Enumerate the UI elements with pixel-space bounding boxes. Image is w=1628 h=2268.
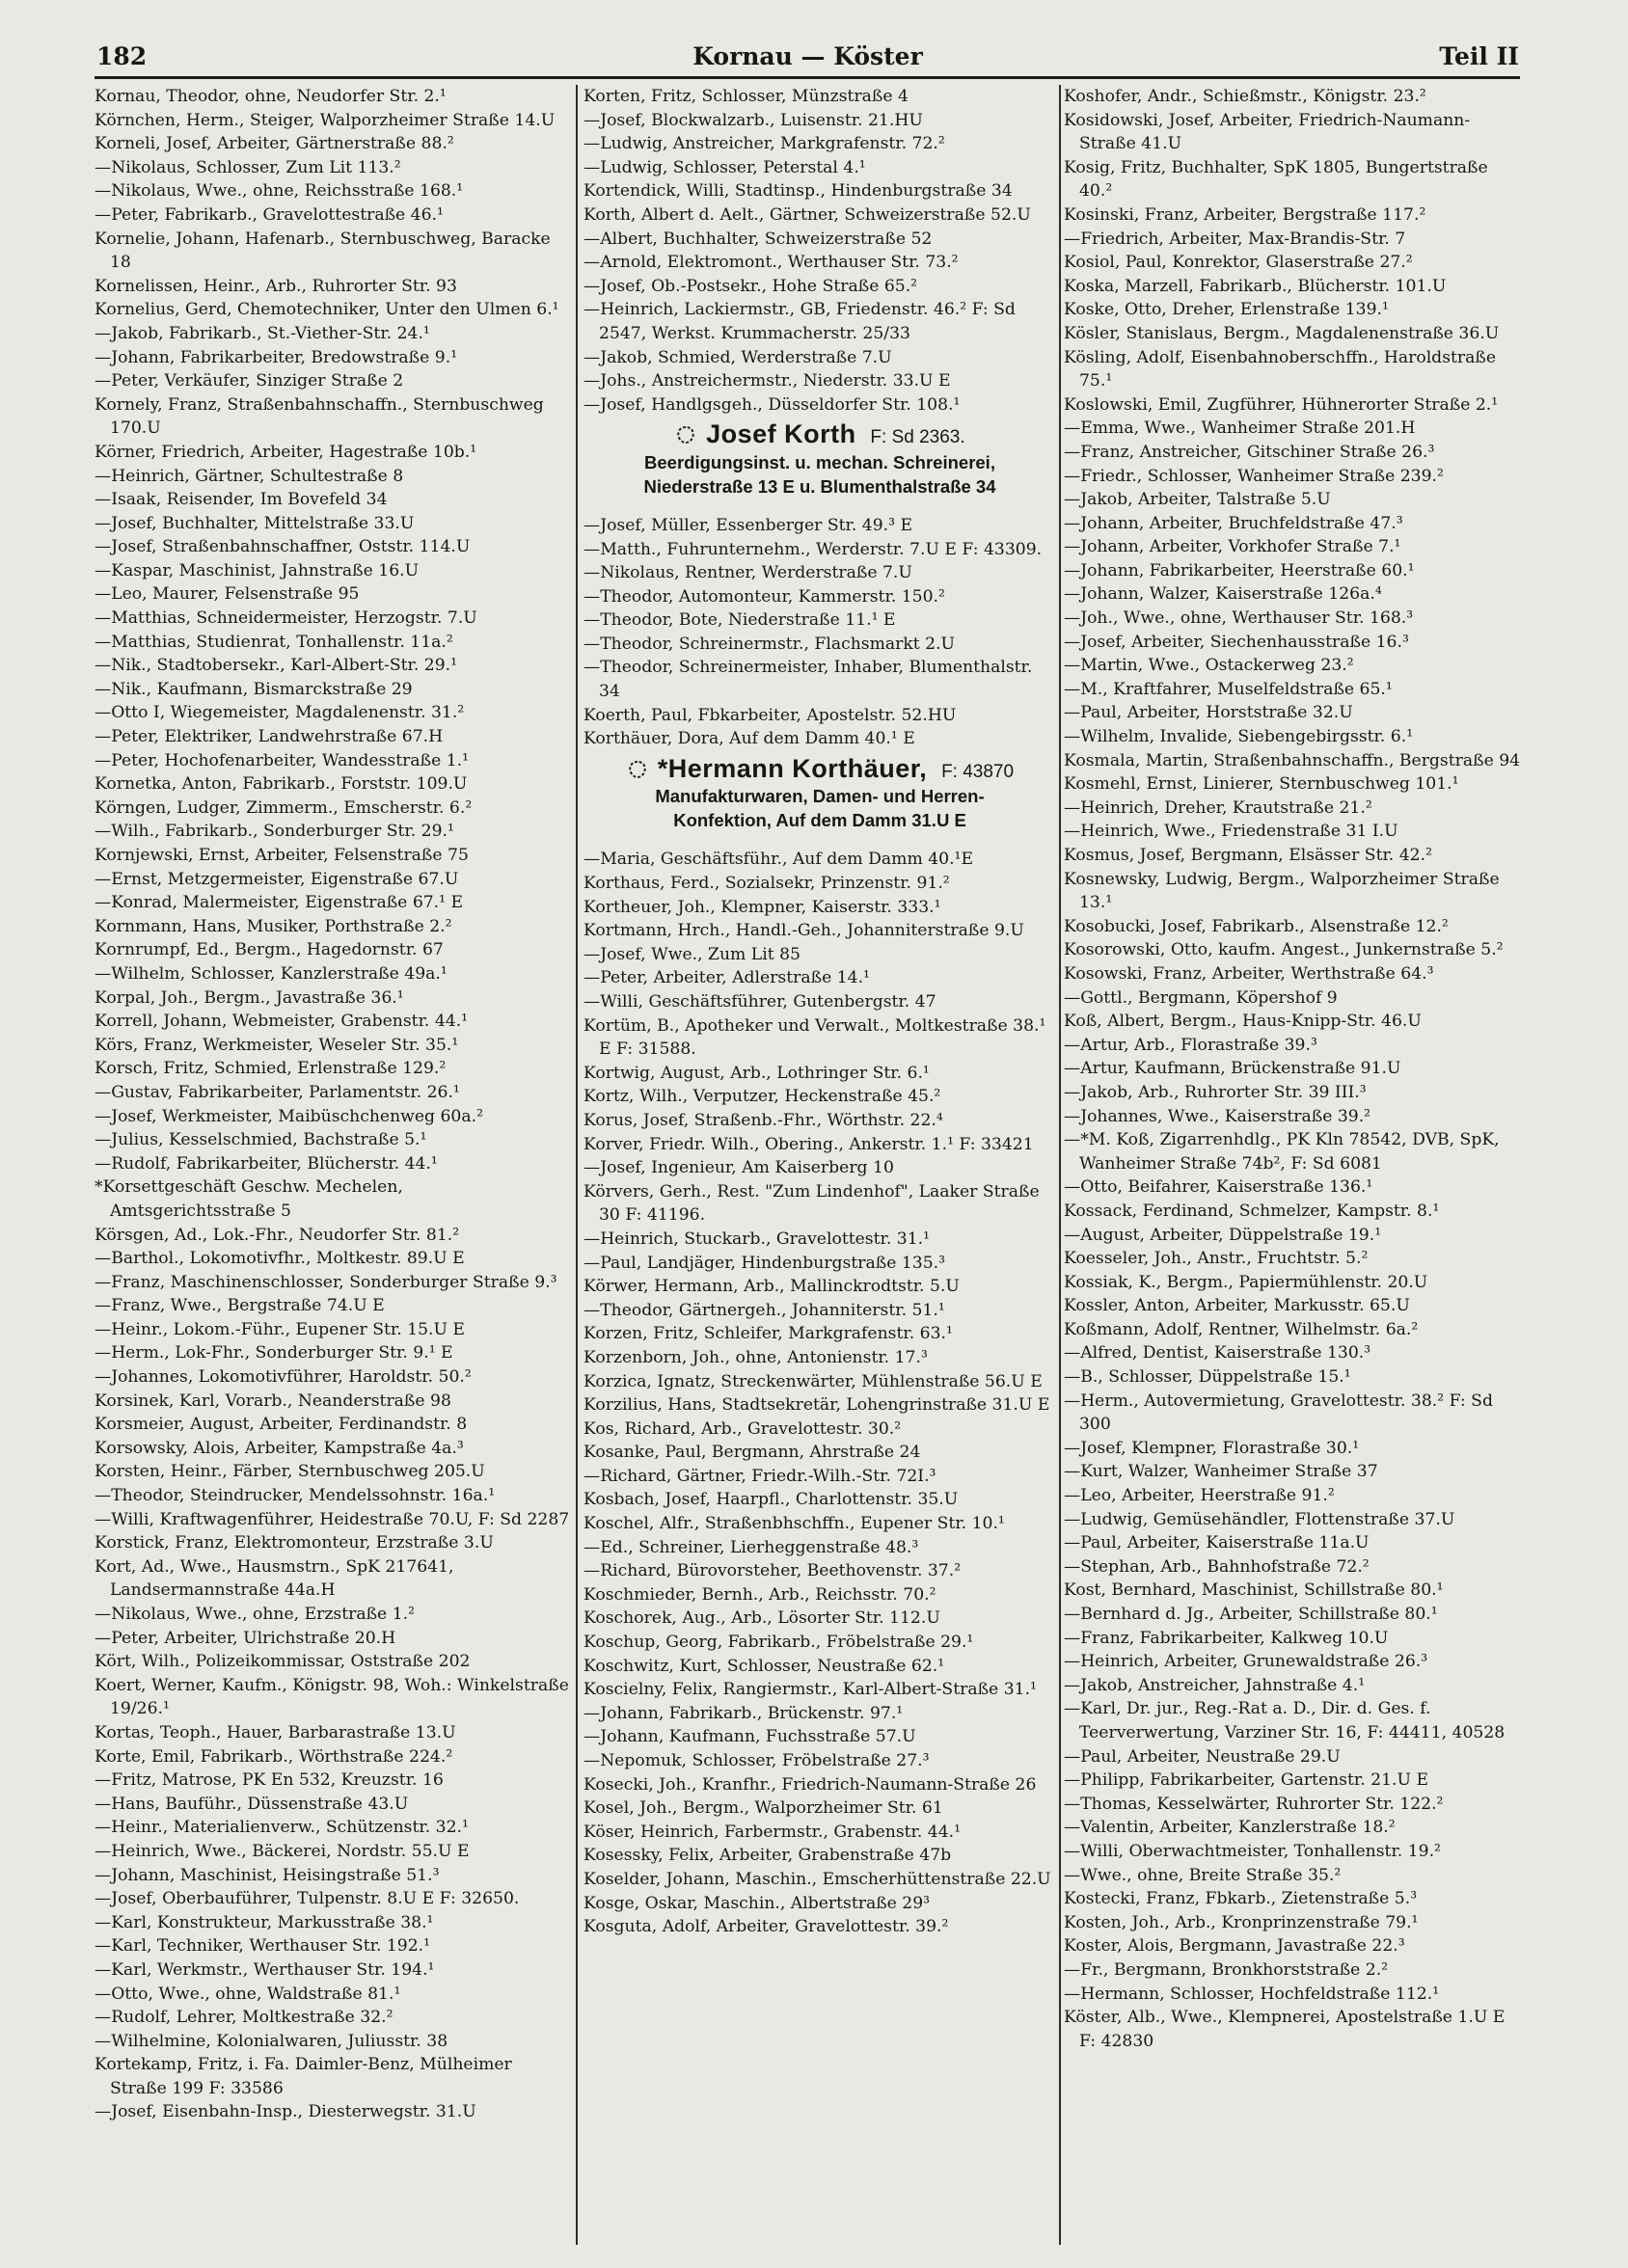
directory-entry: —Wilhelm, Schlosser, Kanzlerstraße 49a.¹ xyxy=(95,963,448,984)
directory-entry: —Karl, Konstrukteur, Markusstraße 38.¹ xyxy=(95,1912,434,1932)
directory-entry: Kortwig, August, Arb., Lothringer Str. 6.¹ xyxy=(583,1063,930,1083)
directory-entry: Kosten, Joh., Arb., Kronprinzenstraße 79.¹ xyxy=(1064,1912,1419,1932)
directory-entry: Kosiol, Paul, Konrektor, Glaserstraße 27.² xyxy=(1064,253,1413,273)
directory-entry: —Arnold, Elektromont., Werthauser Str. 73.² xyxy=(583,253,959,273)
directory-entry: Köster, Alb., Wwe., Klempnerei, Apostelstraße 1.U E F: 42830 xyxy=(1064,2008,1506,2051)
directory-entry: —Matth., Fuhrunternehm., Werderstr. 7.U E F: 43309. xyxy=(583,539,1043,559)
directory-entry: —Otto, Wwe., ohne, Waldstraße 81.¹ xyxy=(95,1984,401,2004)
directory-entry: —Heinrich, Wwe., Bäckerei, Nordstr. 55.U E xyxy=(95,1841,470,1861)
directory-entry: Körsgen, Ad., Lok.-Fhr., Neudorfer Str. 81.² xyxy=(95,1225,460,1245)
directory-entry: —Theodor, Schreinermeister, Inhaber, Blumenthalstr. 34 xyxy=(583,658,1033,702)
directory-entry: —Josef, Klempner, Florastraße 30.¹ xyxy=(1064,1438,1360,1458)
wreath-icon xyxy=(674,424,697,446)
directory-entry: Körnchen, Herm., Steiger, Walporzheimer Straße 14.U xyxy=(95,110,556,130)
directory-entry: —Josef, Straßenbahnschaffner, Oststr. 114.U xyxy=(95,537,471,557)
directory-entry: Korzen, Fritz, Schleifer, Markgrafenstr. 63.¹ xyxy=(583,1324,953,1344)
directory-entry: Korsowsky, Alois, Arbeiter, Kampstraße 4a.³ xyxy=(95,1438,464,1458)
directory-entry: —Josef, Ob.-Postsekr., Hohe Straße 65.² xyxy=(583,276,918,296)
directory-entry: Kosge, Oskar, Maschin., Albertstraße 29³ xyxy=(583,1893,931,1913)
directory-entry: —Richard, Gärtner, Friedr.-Wilh.-Str. 72I.³ xyxy=(583,1466,936,1486)
directory-entry: —Isaak, Reisender, Im Bovefeld 34 xyxy=(95,490,388,510)
wreath-icon xyxy=(626,759,649,780)
directory-entry: —Josef, Werkmeister, Maibüschchenweg 60a.² xyxy=(95,1106,483,1126)
directory-entry: Kos, Richard, Arb., Gravelottestr. 30.² xyxy=(583,1418,902,1439)
directory-entry: —Jakob, Fabrikarb., St.-Viether-Str. 24.¹ xyxy=(95,323,430,343)
directory-entry: —Nikolaus, Wwe., ohne, Erzstraße 1.² xyxy=(95,1605,415,1624)
directory-entry: —Peter, Fabrikarb., Gravelottestraße 46.¹ xyxy=(95,204,444,225)
directory-entry: —Herm., Lok-Fhr., Sonderburger Str. 9.¹ E xyxy=(95,1343,453,1364)
directory-entry: Korneli, Josef, Arbeiter, Gärtnerstraße 88.² xyxy=(95,134,454,154)
directory-entry: —Friedrich, Arbeiter, Max-Brandis-Str. 7 xyxy=(1064,229,1406,249)
directory-entry: Koslowski, Emil, Zugführer, Hühnerorter Straße 2.¹ xyxy=(1064,394,1499,415)
directory-entry: Körngen, Ludger, Zimmerm., Emscherstr. 6.² xyxy=(95,797,473,818)
directory-entry: Koshofer, Andr., Schießmstr., Königstr. 23.² xyxy=(1064,87,1426,106)
directory-entry: Kosessky, Felix, Arbeiter, Grabenstraße 47b xyxy=(583,1846,952,1866)
directory-entry: —Franz, Anstreicher, Gitschiner Straße 26.³ xyxy=(1064,442,1435,462)
directory-entry: Kosecki, Joh., Kranfhr., Friedrich-Naumann-Straße 26 xyxy=(583,1774,1037,1795)
directory-entry: —Nepomuk, Schlosser, Fröbelstraße 27.³ xyxy=(583,1751,930,1770)
directory-entry: Koschwitz, Kurt, Schlosser, Neustraße 62.¹ xyxy=(583,1656,945,1676)
directory-entry: —Wilhelm, Invalide, Siebengebirgsstr. 6.¹ xyxy=(1064,727,1414,747)
directory-entry: —Johannes, Lokomotivführer, Haroldstr. 50.² xyxy=(95,1367,472,1388)
directory-entry: —Wwe., ohne, Breite Straße 35.² xyxy=(1064,1865,1342,1885)
directory-entry: —*M. Koß, Zigarrenhdlg., PK Kln 78542, DVB, SpK, Wanheimer Straße 74b², F: Sd 6081 xyxy=(1064,1130,1500,1174)
directory-entry: Koert, Werner, Kaufm., Königstr. 98, Woh.: Winkelstraße 19/26.¹ xyxy=(95,1675,569,1719)
directory-entry: —Nikolaus, Rentner, Werderstraße 7.U xyxy=(583,563,912,583)
directory-entry: —Karl, Dr. jur., Reg.-Rat a. D., Dir. d. Ges. f. Teerverwertung, Varziner Str. 16, F: 44411, 40528 xyxy=(1064,1699,1506,1742)
ad-phone: F: Sd 2363. xyxy=(870,427,965,448)
directory-entry: —Josef, Ingenieur, Am Kaiserberg 10 xyxy=(583,1158,894,1178)
directory-entry: Koske, Otto, Dreher, Erlenstraße 139.¹ xyxy=(1064,300,1389,320)
directory-entry: —Josef, Blockwalzarb., Luisenstr. 21.HU xyxy=(583,110,923,130)
directory-entry: Korus, Josef, Straßenb.-Fhr., Wörthstr. 22.⁴ xyxy=(583,1110,943,1130)
directory-entry: —Nik., Kaufmann, Bismarckstraße 29 xyxy=(95,679,413,699)
directory-entry: —Kaspar, Maschinist, Jahnstraße 16.U xyxy=(95,560,420,580)
directory-entry: Kornmann, Hans, Musiker, Porthstraße 2.² xyxy=(95,916,452,936)
directory-entry: Körwer, Hermann, Arb., Mallinckrodtstr. 5.U xyxy=(583,1277,960,1297)
directory-entry: —Artur, Arb., Florastraße 39.³ xyxy=(1064,1035,1317,1055)
directory-entry: Kosnewsky, Ludwig, Bergm., Walporzheimer Straße 13.¹ xyxy=(1064,869,1500,913)
ad-name: Josef Korth xyxy=(706,419,856,449)
directory-entry: Kösling, Adolf, Eisenbahnoberschffn., Haroldstraße 75.¹ xyxy=(1064,347,1497,392)
directory-entry: —Martin, Wwe., Ostackerweg 23.² xyxy=(1064,656,1354,676)
directory-entry: —Heinrich, Gärtner, Schultestraße 8 xyxy=(95,466,404,486)
directory-entry: —Wilh., Fabrikarb., Sonderburger Str. 29.¹ xyxy=(95,822,454,842)
directory-entry: Korth, Albert d. Aelt., Gärtner, Schweizerstraße 52.U xyxy=(583,204,1031,225)
directory-entry: Kortekamp, Fritz, i. Fa. Daimler-Benz, Mülheimer Straße 199 F: 33586 xyxy=(95,2055,512,2098)
directory-entry: —Bernhard d. Jg., Arbeiter, Schillstraße 80.¹ xyxy=(1064,1605,1438,1624)
directory-entry: Koster, Alois, Bergmann, Javastraße 22.³ xyxy=(1064,1936,1405,1957)
directory-entry: —Johann, Maschinist, Heisingstraße 51.³ xyxy=(95,1865,440,1885)
directory-entry: Korsch, Fritz, Schmied, Erlenstraße 129.² xyxy=(95,1059,447,1079)
directory-entry: —Johann, Walzer, Kaiserstraße 126a.⁴ xyxy=(1064,584,1382,605)
directory-entry: —Ernst, Metzgermeister, Eigenstraße 67.U xyxy=(95,869,459,889)
directory-entry: —Philipp, Fabrikarbeiter, Gartenstr. 21.U E xyxy=(1064,1770,1428,1791)
directory-column-2 xyxy=(583,85,1056,2250)
ad-line: Konfektion, Auf dem Damm 31.U E xyxy=(673,810,966,831)
directory-entry: —Ludwig, Anstreicher, Markgrafenstr. 72.² xyxy=(583,134,945,154)
directory-entry: —Jakob, Arb., Ruhrorter Str. 39 III.³ xyxy=(1064,1082,1367,1102)
directory-entry: —Peter, Arbeiter, Adlerstraße 14.¹ xyxy=(583,968,870,988)
directory-entry: Kosobucki, Josef, Fabrikarb., Alsenstraße 12.² xyxy=(1064,916,1449,936)
directory-entry: —Josef, Oberbauführer, Tulpenstr. 8.U E F: 32650. xyxy=(95,1889,520,1909)
directory-entry: Korstick, Franz, Elektromonteur, Erzstraße 3.U xyxy=(95,1533,494,1553)
directory-entry: —Matthias, Studienrat, Tonhallenstr. 11a.² xyxy=(95,632,453,652)
directory-entry: —Karl, Techniker, Werthauser Str. 192.¹ xyxy=(95,1936,431,1957)
directory-entry: Kortüm, B., Apotheker und Verwalt., Moltkestraße 38.¹ E F: 31588. xyxy=(583,1015,1046,1060)
directory-entry: Kort, Ad., Wwe., Hausmstrn., SpK 217641, Landsermannstraße 44a.H xyxy=(95,1556,454,1601)
directory-entry: —Leo, Maurer, Felsenstraße 95 xyxy=(95,584,360,605)
directory-entry: —Julius, Kesselschmied, Bachstraße 5.¹ xyxy=(95,1130,427,1150)
directory-entry: —Franz, Wwe., Bergstraße 74.U E xyxy=(95,1296,385,1316)
header-rule xyxy=(95,76,1520,79)
directory-entry: —Johann, Fabrikarbeiter, Bredowstraße 9.¹ xyxy=(95,347,458,367)
directory-entry: —Heinrich, Stuckarb., Gravelottestr. 31.¹ xyxy=(583,1228,931,1249)
advertisement-josef-korth xyxy=(583,419,1056,499)
directory-entry: Kösler, Stanislaus, Bergm., Magdalenenstraße 36.U xyxy=(1064,323,1500,343)
directory-entry: —Richard, Bürovorsteher, Beethovenstr. 37.² xyxy=(583,1561,962,1581)
directory-entry: Kört, Wilh., Polizeikommissar, Oststraße 202 xyxy=(95,1652,471,1672)
directory-column-3 xyxy=(1064,85,1521,2250)
directory-entry: Kortendick, Willi, Stadtinsp., Hindenburgstraße 34 xyxy=(583,181,1013,202)
directory-entry: —Paul, Landjäger, Hindenburgstraße 135.³ xyxy=(583,1253,946,1273)
directory-entry: —Joh., Wwe., ohne, Werthauser Str. 168.³ xyxy=(1064,608,1414,629)
directory-entry: Koscielny, Felix, Rangiermstr., Karl-Albert-Straße 31.¹ xyxy=(583,1680,1037,1700)
page-header xyxy=(96,42,1519,75)
directory-entry: —Gustav, Fabrikarbeiter, Parlamentstr. 26.¹ xyxy=(95,1082,460,1102)
directory-entry: Kornelius, Gerd, Chemotechniker, Unter den Ulmen 6.¹ xyxy=(95,300,559,320)
directory-entry: Korsmeier, August, Arbeiter, Ferdinandstr. 8 xyxy=(95,1415,468,1435)
directory-entry: Kortmann, Hrch., Handl.-Geh., Johanniterstraße 9.U xyxy=(583,921,1024,941)
directory-entry: —Theodor, Steindrucker, Mendelssohnstr. 16a.¹ xyxy=(95,1486,496,1506)
directory-entry: Koßmann, Adolf, Rentner, Wilhelmstr. 6a.² xyxy=(1064,1319,1419,1339)
directory-entry: —August, Arbeiter, Düppelstraße 19.¹ xyxy=(1064,1225,1382,1245)
directory-entry: Kortz, Wilh., Verputzer, Heckenstraße 45.² xyxy=(583,1087,941,1107)
directory-entry: —Paul, Arbeiter, Kaiserstraße 11a.U xyxy=(1064,1533,1370,1553)
directory-entry: Koschup, Georg, Fabrikarb., Fröbelstraße 29.¹ xyxy=(583,1633,974,1653)
directory-entry: Korte, Emil, Fabrikarb., Wörthstraße 224.² xyxy=(95,1746,453,1767)
directory-entry: Koerth, Paul, Fbkarbeiter, Apostelstr. 52.HU xyxy=(583,705,957,725)
directory-entry: —Hermann, Schlosser, Hochfeldstraße 112.¹ xyxy=(1064,1984,1440,2004)
directory-entry: —Heinr., Lokom.-Führ., Eupener Str. 15.U E xyxy=(95,1319,465,1339)
directory-entry: Korrell, Johann, Webmeister, Grabenstr. 44.¹ xyxy=(95,1012,469,1032)
directory-entry: Korzica, Ignatz, Streckenwärter, Mühlenstraße 56.U E xyxy=(583,1371,1043,1391)
directory-entry: Kosanke, Paul, Bergmann, Ahrstraße 24 xyxy=(583,1443,921,1463)
directory-entry: Kornjewski, Ernst, Arbeiter, Felsenstraße 75 xyxy=(95,846,469,865)
directory-entry: —Peter, Hochofenarbeiter, Wandesstraße 1.¹ xyxy=(95,750,470,770)
directory-entry: —Rudolf, Fabrikarbeiter, Blücherstr. 44.¹ xyxy=(95,1153,438,1174)
directory-entry: —Paul, Arbeiter, Neustraße 29.U xyxy=(1064,1746,1341,1767)
directory-entry: Kosinski, Franz, Arbeiter, Bergstraße 117.² xyxy=(1064,204,1426,225)
directory-entry: —Artur, Kaufmann, Brückenstraße 91.U xyxy=(1064,1059,1401,1079)
directory-entry: —Wilhelmine, Kolonialwaren, Juliusstr. 38 xyxy=(95,2031,448,2051)
directory-entry: —Johann, Arbeiter, Vorkhofer Straße 7.¹ xyxy=(1064,537,1401,557)
directory-entry: Koesseler, Joh., Anstr., Fruchtstr. 5.² xyxy=(1064,1249,1369,1269)
directory-entry: —Heinrich, Wwe., Friedenstraße 31 I.U xyxy=(1064,822,1398,842)
part-label: Teil II xyxy=(1439,42,1519,70)
directory-entry: Korsten, Heinr., Färber, Sternbuschweg 205.U xyxy=(95,1462,485,1482)
directory-entry: Koß, Albert, Bergm., Haus-Knipp-Str. 46.U xyxy=(1064,1012,1422,1032)
directory-entry: —Fr., Bergmann, Bronkhorststraße 2.² xyxy=(1064,1959,1389,1980)
directory-entry: —Emma, Wwe., Wanheimer Straße 201.H xyxy=(1064,418,1416,439)
directory-entry: —Theodor, Automonteur, Kammerstr. 150.² xyxy=(583,586,945,607)
directory-entry: —Gottl., Bergmann, Köpershof 9 xyxy=(1064,987,1338,1008)
directory-entry: Kosmala, Martin, Straßenbahnschaffn., Bergstraße 94 xyxy=(1064,750,1521,770)
directory-entry: Korzenborn, Joh., ohne, Antonienstr. 17.³ xyxy=(583,1347,928,1367)
directory-entry: —Jakob, Arbeiter, Talstraße 5.U xyxy=(1064,490,1331,510)
directory-entry: —Friedr., Schlosser, Wanheimer Straße 239.² xyxy=(1064,466,1444,486)
directory-entry: Köser, Heinrich, Farbermstr., Grabenstr. 44.¹ xyxy=(583,1822,962,1842)
directory-entry: Korzilius, Hans, Stadtsekretär, Lohengrinstraße 31.U E xyxy=(583,1395,1050,1416)
directory-entry: Korthaus, Ferd., Sozialsekr, Prinzenstr. 91.² xyxy=(583,874,950,894)
directory-entry: —Willi, Kraftwagenführer, Heidestraße 70.U, F: Sd 2287 xyxy=(95,1509,570,1529)
directory-entry: —Heinr., Materialienverw., Schützenstr. 32.¹ xyxy=(95,1818,469,1838)
directory-entry: —Franz, Fabrikarbeiter, Kalkweg 10.U xyxy=(1064,1628,1389,1648)
directory-entry: Kost, Bernhard, Maschinist, Schillstraße 80.¹ xyxy=(1064,1580,1444,1601)
directory-entry: —Hans, Bauführ., Düssenstraße 43.U xyxy=(95,1794,409,1814)
directory-entry: Korthäuer, Dora, Auf dem Damm 40.¹ E xyxy=(583,729,915,749)
directory-entry: Kosel, Joh., Bergm., Walporzheimer Str. 61 xyxy=(583,1798,943,1819)
directory-entry: Kosowski, Franz, Arbeiter, Werthstraße 64.³ xyxy=(1064,963,1434,984)
directory-entry: —Ed., Schreiner, Lierheggenstraße 48.³ xyxy=(583,1537,919,1557)
directory-entry: —Jakob, Anstreicher, Jahnstraße 4.¹ xyxy=(1064,1675,1366,1695)
directory-entry: Kostecki, Franz, Fbkarb., Zietenstraße 5.³ xyxy=(1064,1889,1418,1909)
directory-entry: Koschmieder, Bernh., Arb., Reichsstr. 70.² xyxy=(583,1584,936,1605)
ad-line: Niederstraße 13 E u. Blumenthalstraße 34 xyxy=(643,475,996,497)
directory-entry: Kornau, Theodor, ohne, Neudorfer Str. 2.¹ xyxy=(95,87,447,106)
directory-entry: Korver, Friedr. Wilh., Obering., Ankerstr. 1.¹ F: 33421 xyxy=(583,1134,1034,1154)
directory-entry: Korsinek, Karl, Vorarb., Neanderstraße 98 xyxy=(95,1390,451,1411)
directory-entry: —Ludwig, Gemüsehändler, Flottenstraße 37.U xyxy=(1064,1509,1455,1529)
directory-entry: —Otto, Beifahrer, Kaiserstraße 136.¹ xyxy=(1064,1177,1373,1198)
entries-before xyxy=(583,85,1056,417)
directory-entry: Körvers, Gerh., Rest. "Zum Lindenhof", Laaker Straße 30 F: 41196. xyxy=(583,1181,1040,1226)
entries-middle xyxy=(583,514,1056,751)
directory-entry: Kornelissen, Heinr., Arb., Ruhrorter Str. 93 xyxy=(95,276,457,296)
directory-entry: —Theodor, Schreinermstr., Flachsmarkt 2.U xyxy=(583,634,956,654)
directory-entry: —Theodor, Gärtnergeh., Johanniterstr. 51.¹ xyxy=(583,1300,945,1320)
directory-entry: —Matthias, Schneidermeister, Herzogstr. 7.U xyxy=(95,608,477,629)
column-divider xyxy=(1059,85,1061,2245)
directory-entry: —Rudolf, Lehrer, Moltkestraße 32.² xyxy=(95,2008,393,2028)
directory-entry: —Johann, Arbeiter, Bruchfeldstraße 47.³ xyxy=(1064,513,1403,533)
directory-entry: —Peter, Elektriker, Landwehrstraße 67.H xyxy=(95,727,444,747)
directory-entry: Kosig, Fritz, Buchhalter, SpK 1805, Bungertstraße 40.² xyxy=(1064,157,1488,202)
directory-entry: Kortheuer, Joh., Klempner, Kaiserstr. 333.¹ xyxy=(583,897,941,917)
directory-entry: —Heinrich, Lackiermstr., GB, Friedenstr. 46.² F: Sd 2547, Werkst. Krummacherstr. 25/33 xyxy=(583,300,1016,343)
directory-entry: —Theodor, Bote, Niederstraße 11.¹ E xyxy=(583,610,896,631)
directory-entry: —Johann, Fabrikarb., Brückenstr. 97.¹ xyxy=(583,1703,904,1723)
directory-entry: —Heinrich, Arbeiter, Grunewaldstraße 26.³ xyxy=(1064,1652,1428,1672)
directory-entry: —Valentin, Arbeiter, Kanzlerstraße 18.² xyxy=(1064,1818,1396,1838)
directory-entry: —Otto I, Wiegemeister, Magdalenenstr. 31.² xyxy=(95,703,465,723)
directory-entry: —Jakob, Schmied, Werderstraße 7.U xyxy=(583,347,892,367)
directory-entry: —Willi, Oberwachtmeister, Tonhallenstr. 19.² xyxy=(1064,1841,1441,1861)
directory-entry: Kortas, Teoph., Hauer, Barbarastraße 13.U xyxy=(95,1722,456,1742)
directory-entry: —Peter, Verkäufer, Sinziger Straße 2 xyxy=(95,371,404,392)
directory-entry: —Paul, Arbeiter, Horststraße 32.U xyxy=(1064,703,1353,723)
advertisement-hermann-korthaeuer xyxy=(583,753,1056,833)
directory-entry: —Peter, Arbeiter, Ulrichstraße 20.H xyxy=(95,1628,396,1648)
directory-entry: —Herm., Autovermietung, Gravelottestr. 38.² F: Sd 300 xyxy=(1064,1390,1493,1435)
directory-entry: —Ludwig, Schlosser, Peterstal 4.¹ xyxy=(583,157,866,177)
directory-entry: —M., Kraftfahrer, Muselfeldstraße 65.¹ xyxy=(1064,679,1393,699)
directory-entry: —Josef, Müller, Essenberger Str. 49.³ E xyxy=(583,515,913,535)
directory-entry: —Franz, Maschinenschlosser, Sonderburger Straße 9.³ xyxy=(95,1272,557,1292)
directory-entry: —Nikolaus, Schlosser, Zum Lit 113.² xyxy=(95,157,401,177)
directory-entry: —Karl, Werkmstr., Werthauser Str. 194.¹ xyxy=(95,1959,435,1980)
directory-entry: Kossack, Ferdinand, Schmelzer, Kampstr. 8.¹ xyxy=(1064,1201,1440,1221)
directory-entry: *Korsettgeschäft Geschw. Mechelen, Amtsgerichtsstraße 5 xyxy=(95,1177,403,1221)
directory-entry: —Johannes, Wwe., Kaiserstraße 39.² xyxy=(1064,1106,1371,1126)
column-divider xyxy=(576,85,578,2245)
directory-entry: Kosmus, Josef, Bergmann, Elsässer Str. 42.² xyxy=(1064,846,1432,865)
ad-phone: F: 43870 xyxy=(941,761,1015,782)
directory-entry: Körner, Friedrich, Arbeiter, Hagestraße 10b.¹ xyxy=(95,442,477,462)
directory-entry: Kosorowski, Otto, kaufm. Angest., Junkernstraße 5.² xyxy=(1064,940,1504,960)
directory-entry: —Albert, Buchhalter, Schweizerstraße 52 xyxy=(583,229,933,249)
directory-entry: Kossler, Anton, Arbeiter, Markusstr. 65.U xyxy=(1064,1296,1410,1316)
directory-entry: —Nik., Stadtobersekr., Karl-Albert-Str. 29.¹ xyxy=(95,656,458,676)
directory-entry: —Johann, Kaufmann, Fuchsstraße 57.U xyxy=(583,1727,916,1747)
directory-entry: —Josef, Wwe., Zum Lit 85 xyxy=(583,944,800,964)
entries-after xyxy=(583,848,1056,1938)
directory-entry: Kosguta, Adolf, Arbeiter, Gravelottestr. 39.² xyxy=(583,1917,949,1937)
directory-entry: Korten, Fritz, Schlosser, Münzstraße 4 xyxy=(583,87,909,106)
directory-entry: —Leo, Arbeiter, Heerstraße 91.² xyxy=(1064,1486,1335,1506)
directory-entry: Korpal, Joh., Bergm., Javastraße 36.¹ xyxy=(95,987,404,1008)
directory-entry: —Josef, Arbeiter, Siechenhausstraße 16.³ xyxy=(1064,632,1409,652)
directory-entry: Kossiak, K., Bergm., Papiermühlenstr. 20.U xyxy=(1064,1272,1428,1292)
directory-entry: Kornely, Franz, Straßenbahnschaffn., Sternbuschweg 170.U xyxy=(95,394,544,439)
ad-name: *Hermann Korthäuer, xyxy=(657,753,928,783)
directory-entry: Kornetka, Anton, Fabrikarb., Forststr. 109.U xyxy=(95,774,468,795)
directory-entry: —Konrad, Malermeister, Eigenstraße 67.¹ E xyxy=(95,893,464,913)
directory-entry: Koska, Marzell, Fabrikarb., Blücherstr. 101.U xyxy=(1064,276,1447,296)
directory-entry: Koschorek, Aug., Arb., Lösorter Str. 112.U xyxy=(583,1608,940,1629)
directory-entry: —Johann, Fabrikarbeiter, Heerstraße 60.¹ xyxy=(1064,560,1415,580)
directory-entry: Koselder, Johann, Maschin., Emscherhüttenstraße 22.U xyxy=(583,1869,1051,1889)
directory-entry: Kornelie, Johann, Hafenarb., Sternbuschweg, Baracke 18 xyxy=(95,229,551,273)
directory-entry: Kosidowski, Josef, Arbeiter, Friedrich-Naumann-Straße 41.U xyxy=(1064,110,1471,154)
directory-entry: —Josef, Buchhalter, Mittelstraße 33.U xyxy=(95,513,415,533)
directory-entry: —Barthol., Lokomotivfhr., Moltkestr. 89.U E xyxy=(95,1249,465,1269)
directory-entry: —Kurt, Walzer, Wanheimer Straße 37 xyxy=(1064,1462,1378,1482)
page-number: 182 xyxy=(96,42,148,70)
ad-line: Manufakturwaren, Damen- und Herren- xyxy=(655,786,985,807)
directory-entry: —Johs., Anstreichermstr., Niederstr. 33.U E xyxy=(583,371,951,392)
directory-entry: —Josef, Handlgsgeh., Düsseldorfer Str. 108.¹ xyxy=(583,394,961,415)
directory-entry: —Stephan, Arb., Bahnhofstraße 72.² xyxy=(1064,1556,1370,1577)
directory-entry: Körs, Franz, Werkmeister, Weseler Str. 35.¹ xyxy=(95,1035,459,1055)
directory-entry: —Heinrich, Dreher, Krautstraße 21.² xyxy=(1064,797,1372,818)
running-title: Kornau — Köster xyxy=(692,42,923,70)
directory-entry: Kosmehl, Ernst, Linierer, Sternbuschweg 101.¹ xyxy=(1064,774,1459,795)
directory-entry: —B., Schlosser, Düppelstraße 15.¹ xyxy=(1064,1367,1351,1388)
directory-entry: —Fritz, Matrose, PK En 532, Kreuzstr. 16 xyxy=(95,1770,444,1791)
directory-entry: Kosbach, Josef, Haarpfl., Charlottenstr. 35.U xyxy=(583,1490,959,1510)
directory-entry: —Nikolaus, Wwe., ohne, Reichsstraße 168.¹ xyxy=(95,181,464,202)
directory-column-1 xyxy=(95,85,571,2250)
directory-entry: Kornrumpf, Ed., Bergm., Hagedornstr. 67 xyxy=(95,940,444,960)
directory-entry: —Thomas, Kesselwärter, Ruhrorter Str. 122.² xyxy=(1064,1794,1444,1814)
directory-entry: —Alfred, Dentist, Kaiserstraße 130.³ xyxy=(1064,1343,1371,1364)
directory-entry: —Maria, Geschäftsführ., Auf dem Damm 40.¹E xyxy=(583,850,973,870)
ad-line: Beerdigungsinst. u. mechan. Schreinerei, xyxy=(644,451,995,472)
directory-entry: —Josef, Eisenbahn-Insp., Diesterwegstr. 31.U xyxy=(95,2102,476,2122)
directory-entry: Koschel, Alfr., Straßenbhschffn., Eupener Str. 10.¹ xyxy=(583,1514,1005,1534)
directory-entry: —Willi, Geschäftsführer, Gutenbergstr. 47 xyxy=(583,992,936,1012)
